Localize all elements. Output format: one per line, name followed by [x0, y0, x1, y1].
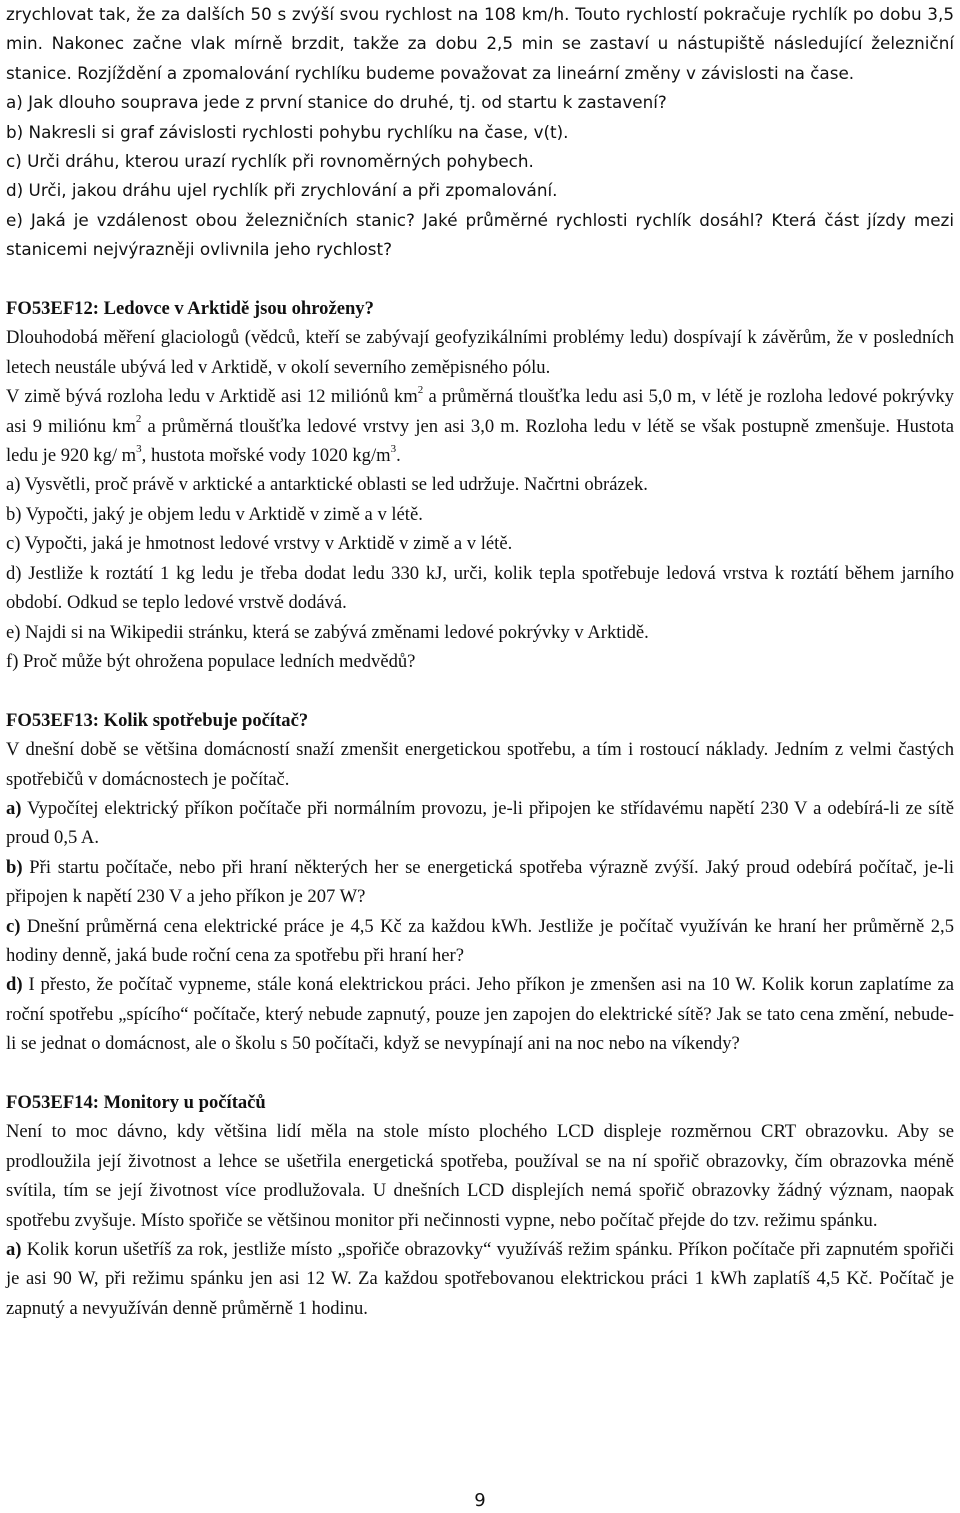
superscript-3: 3	[136, 442, 142, 455]
superscript-3: 3	[390, 442, 397, 455]
superscript-2: 2	[417, 384, 424, 397]
page-number: 9	[474, 1490, 486, 1511]
fo53ef12-question-f: f) Proč může být ohrožena populace ledních medvědů?	[6, 650, 416, 672]
fo53ef13-question-a: a) Vypočítej elektrický příkon počítače při normálním provozu, je-li připojen ke střídavému napětí 230 V a odebírá-li ze sítě proud 0,5 A.	[6, 797, 954, 849]
train-question-c: c) Urči dráhu, kterou urazí rychlík při rovnoměrných pohybech.	[6, 151, 534, 172]
fo53ef13-question-c: c) Dnešní průměrná cena elektrické práce je 4,5 Kč za každou kWh. Jestliže je počítač využíván ke hraní her průměrně 2,5 hodiny denně, jaká bude roční cena za spotřebu při hraní her?	[6, 915, 954, 966]
train-question-b: b) Nakresli si graf závislosti rychlosti pohybu rychlíku na čase, v(t).	[6, 121, 569, 142]
document-page	[6, 0, 954, 1323]
fo53ef12-question-c: c) Vypočti, jaká je hmotnost ledové vrstvy v Arktidě v zimě a v létě.	[6, 533, 513, 555]
train-paragraph: zrychlovat tak, že za dalších 50 s zvýší svou rychlost na 108 km/h. Touto rychlostí pokračuje rychlík po dobu 3,5 min. Nakonec začne vlak mírně brzdit, takže za dobu 2,5 min se zastaví u nástupiště následující železniční stanice. Rozjíždění a zpomalování rychlíku budeme považovat za lineární změny v závislosti na čase.	[6, 4, 954, 83]
fo53ef12-question-d: d) Jestliže k roztátí 1 kg ledu je třeba dodat ledu 330 kJ, urči, kolik tepla spotřebuje ledová vrstva k roztátí během jarního období. Odkud se teplo ledové vrstvě dodává.	[6, 562, 954, 614]
fo53ef12-question-b: b) Vypočti, jaký je objem ledu v Arktidě v zimě a v létě.	[6, 503, 423, 525]
train-question-e: e) Jaká je vzdálenost obou železničních stanic? Jaké průměrné rychlosti rychlík dosáhl? Která část jízdy mezi stanicemi nejvýrazněji ovlivnila jeho rychlost?	[6, 209, 954, 260]
section-title-fo53ef14: FO53EF14: Monitory u počítačů	[6, 1091, 266, 1113]
fo53ef12-paragraph-1: Dlouhodobá měření glaciologů (vědců, kteří se zabývají geofyzikálními problémy ledu) dospívají k závěrům, že v posledních letech neustále ubývá led v Arktidě, v okolí severního zeměpisného pólu.	[6, 327, 954, 378]
train-question-d: d) Urči, jakou dráhu ujel rychlík při zrychlování a při zpomalování.	[6, 180, 558, 201]
section-title-fo53ef13: FO53EF13: Kolik spotřebuje počítač?	[6, 709, 309, 731]
section-title-fo53ef12: FO53EF12: Ledovce v Arktidě jsou ohroženy?	[6, 298, 374, 320]
fo53ef14-question-a: a) Kolik korun ušetříš za rok, jestliže místo „spořiče obrazovky“ využíváš režim spánku. Příkon počítače při zapnutém spořiči je asi 90 W, při režimu spánku jen asi 12 W. Za každou spotřebovanou elektrickou práci 1 kWh zaplatíš 4,5 Kč. Počítač je zapnutý a nevyužíván denně průměrně 1 hodinu.	[6, 1239, 954, 1319]
fo53ef12-question-a: a) Vysvětli, proč právě v arktické a antarktické oblasti se led udržuje. Načrtni obrázek.	[6, 474, 648, 496]
fo53ef12-question-e: e) Najdi si na Wikipedii stránku, která se zabývá změnami ledové pokrývky v Arktidě.	[6, 621, 649, 643]
superscript-2: 2	[135, 413, 142, 426]
train-question-a: a) Jak dlouho souprava jede z první stanice do druhé, tj. od startu k zastavení?	[6, 92, 667, 113]
fo53ef14-intro: Není to moc dávno, kdy většina lidí měla na stole místo plochého LCD displeje rozměrnou CRT obrazovku. Aby se prodloužila její životnost a lehce se ušetřila energetická spotřeba, používal se na ní spořič obrazovky, čím obrazovka méně svítila, tím se její životnost více prodlužovala. U dnešních LCD displejích nemá spořič obrazovky žádný význam, naopak spotřebu zvyšuje. Místo spořiče se většinou monitor při nečinnosti vypne, nebo počítač přejde do tzv. režimu spánku.	[6, 1121, 954, 1231]
fo53ef13-question-b: b) Při startu počítače, nebo při hraní některých her se energetická spotřeba výrazně zvýší. Jaký proud odebírá počítač, je-li připojen k napětí 230 V a jeho příkon je 207 W?	[6, 856, 954, 908]
fo53ef13-question-d: d) I přesto, že počítač vypneme, stále koná elektrickou práci. Jeho příkon je zmenšen asi na 10 W. Kolik korun zaplatíme za roční spotřebu „spícího“ počítače, který nebude zapnutý, pouze jen zapojen do elektrické sítě? Jak se tato cena změní, nebude-li se jednat o domácnost, ale o školu s 50 počítači, když se nevypínají ani na noc nebo na víkendy?	[6, 974, 954, 1055]
fo53ef13-intro: V dnešní době se většina domácností snaží zmenšit energetickou spotřebu, a tím i rostoucí náklady. Jedním z velmi častých spotřebičů v domácnostech je počítač.	[6, 739, 954, 790]
fo53ef12-paragraph-2: V zimě bývá rozloha ledu v Arktidě asi 12 miliónů $km^2$ a průměrná tloušťka ledu asi 5,0 m, v létě je rozloha ledové pokrývky asi 9 miliónu $km^2$ a průměrná tloušťka ledové vrstvy jen asi 3,0 m. Rozloha ledu v létě se však postupně zmenšuje. Hustota ledu je 920 kg/ $m^3$, hustota mořské vody 1020 $kg/m^3$.	[6, 384, 954, 467]
